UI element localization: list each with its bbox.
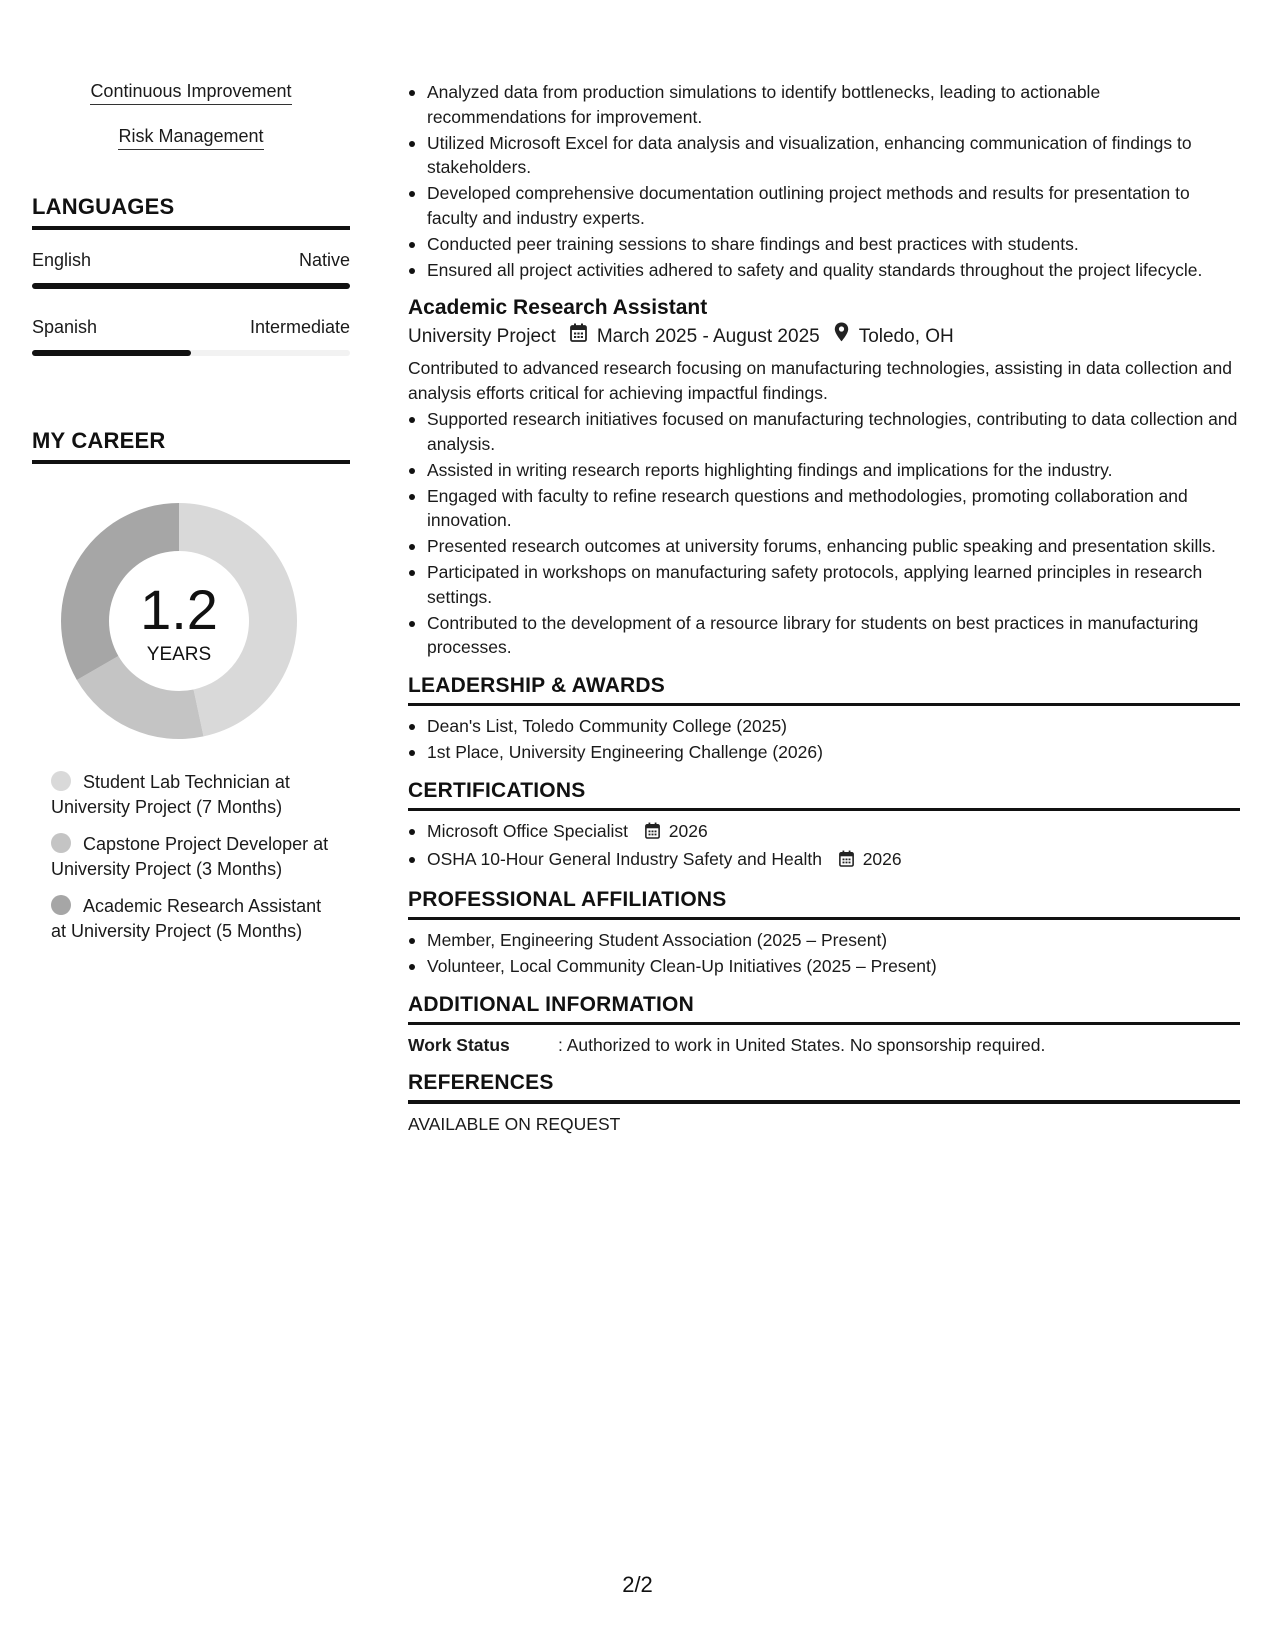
languages-section	[32, 194, 350, 356]
languages-heading: LANGUAGES	[32, 194, 175, 219]
skill-tag: Risk Management	[118, 125, 263, 150]
legend-label: Capstone Project Developer at University Project (3 Months)	[51, 834, 329, 879]
certification-name: Microsoft Office Specialist	[427, 821, 628, 841]
list-item: Volunteer, Local Community Clean-Up Initiatives (2025 – Present)	[408, 954, 1240, 979]
certification-year: 2026	[668, 821, 708, 841]
list-item: Assisted in writing research reports highlighting findings and implications for the industry.	[408, 458, 1240, 483]
list-item	[408, 847, 1240, 874]
career-donut-chart	[56, 498, 302, 744]
job-title: Academic Research Assistant	[408, 296, 708, 319]
list-item: Member, Engineering Student Association (2025 – Present)	[408, 928, 1240, 953]
career-total-unit: YEARS	[146, 644, 212, 665]
job-dates: March 2025 - August 2025	[596, 326, 820, 347]
work-status-value: : Authorized to work in United States. No sponsorship required.	[558, 1035, 1046, 1055]
certification-year: 2026	[862, 849, 902, 869]
list-item: Developed comprehensive documentation outlining project methods and results for presentation to faculty and industry experts.	[408, 181, 1240, 230]
legend-item	[51, 894, 341, 944]
legend-label: Student Lab Technician at University Project (7 Months)	[51, 772, 290, 817]
additional-info-heading: ADDITIONAL INFORMATION	[408, 992, 694, 1016]
language-name: English	[32, 250, 92, 270]
page-number: 2/2	[622, 1572, 653, 1597]
right-column	[408, 80, 1240, 1136]
career-section	[32, 428, 350, 944]
language-level: Intermediate	[249, 317, 350, 337]
language-item	[32, 250, 350, 289]
references-section	[408, 1071, 1240, 1136]
language-proficiency-fill	[32, 350, 191, 356]
list-item: Conducted peer training sessions to share findings and best practices with students.	[408, 232, 1240, 257]
work-status-row	[408, 1033, 1240, 1057]
job-company: University Project	[408, 326, 556, 347]
legend-item	[51, 832, 341, 882]
leadership-heading: LEADERSHIP & AWARDS	[408, 673, 665, 697]
additional-info-section	[408, 993, 1240, 1058]
work-status-label: Work Status	[408, 1035, 510, 1055]
previous-job-bullets	[408, 80, 1240, 282]
calendar-icon	[645, 821, 660, 846]
divider	[408, 703, 1240, 707]
list-item: Contributed to the development of a resource library for students on best practices in manufacturing processes.	[408, 611, 1240, 660]
skills-list	[32, 80, 350, 170]
career-legend	[32, 770, 350, 944]
divider	[408, 808, 1240, 812]
divider	[32, 226, 350, 230]
list-item: Supported research initiatives focused on manufacturing technologies, contributing to data collection and analysis.	[408, 407, 1240, 456]
skill-tag: Continuous Improvement	[90, 80, 291, 105]
language-proficiency-bar	[32, 283, 350, 289]
list-item: Ensured all project activities adhered to safety and quality standards throughout the project lifecycle.	[408, 258, 1240, 283]
divider	[32, 460, 350, 464]
list-item: 1st Place, University Engineering Challenge (2026)	[408, 740, 1240, 765]
job-meta	[408, 322, 1240, 352]
certifications-section	[408, 779, 1240, 874]
legend-swatch	[51, 771, 71, 791]
leadership-section	[408, 674, 1240, 765]
career-total-years: 1.2	[140, 578, 218, 641]
calendar-icon	[570, 322, 587, 352]
legend-label: Academic Research Assistant at University Project (5 Months)	[51, 896, 322, 941]
certification-name: OSHA 10-Hour General Industry Safety and Health	[427, 849, 822, 869]
legend-swatch	[51, 833, 71, 853]
list-item: Utilized Microsoft Excel for data analysis and visualization, enhancing communication of findings to stakeholders.	[408, 131, 1240, 180]
certifications-heading: CERTIFICATIONS	[408, 778, 586, 802]
legend-item	[51, 770, 341, 820]
job-location: Toledo, OH	[858, 326, 954, 347]
legend-swatch	[51, 895, 71, 915]
list-item	[408, 819, 1240, 846]
job-bullets	[408, 407, 1240, 660]
language-proficiency-fill	[32, 283, 350, 289]
list-item: Engaged with faculty to refine research questions and methodologies, promoting collaboration and innovation.	[408, 484, 1240, 533]
calendar-icon	[839, 849, 854, 874]
list-item: Presented research outcomes at university forums, enhancing public speaking and presentation skills.	[408, 534, 1240, 559]
references-text: AVAILABLE ON REQUEST	[408, 1113, 621, 1134]
job-entry	[408, 294, 1240, 660]
affiliations-heading: PROFESSIONAL AFFILIATIONS	[408, 887, 727, 911]
language-name: Spanish	[32, 317, 98, 337]
location-pin-icon	[834, 322, 849, 352]
affiliations-section	[408, 888, 1240, 979]
references-heading: REFERENCES	[408, 1071, 554, 1094]
divider	[408, 1022, 1240, 1026]
career-heading: MY CAREER	[32, 428, 166, 453]
list-item: Participated in workshops on manufacturing safety protocols, applying learned principles in research settings.	[408, 560, 1240, 609]
list-item: Dean's List, Toledo Community College (2025)	[408, 714, 1240, 739]
job-description: Contributed to advanced research focusing on manufacturing technologies, assisting in data collection and analysis efforts critical for achieving impactful findings.	[408, 358, 1232, 403]
language-proficiency-bar	[32, 350, 350, 356]
left-column	[32, 80, 350, 956]
language-item	[32, 317, 350, 356]
list-item: Analyzed data from production simulations to identify bottlenecks, leading to actionable recommendations for improvement.	[408, 80, 1240, 129]
divider	[408, 917, 1240, 921]
language-level: Native	[298, 250, 350, 270]
divider	[408, 1100, 1240, 1104]
